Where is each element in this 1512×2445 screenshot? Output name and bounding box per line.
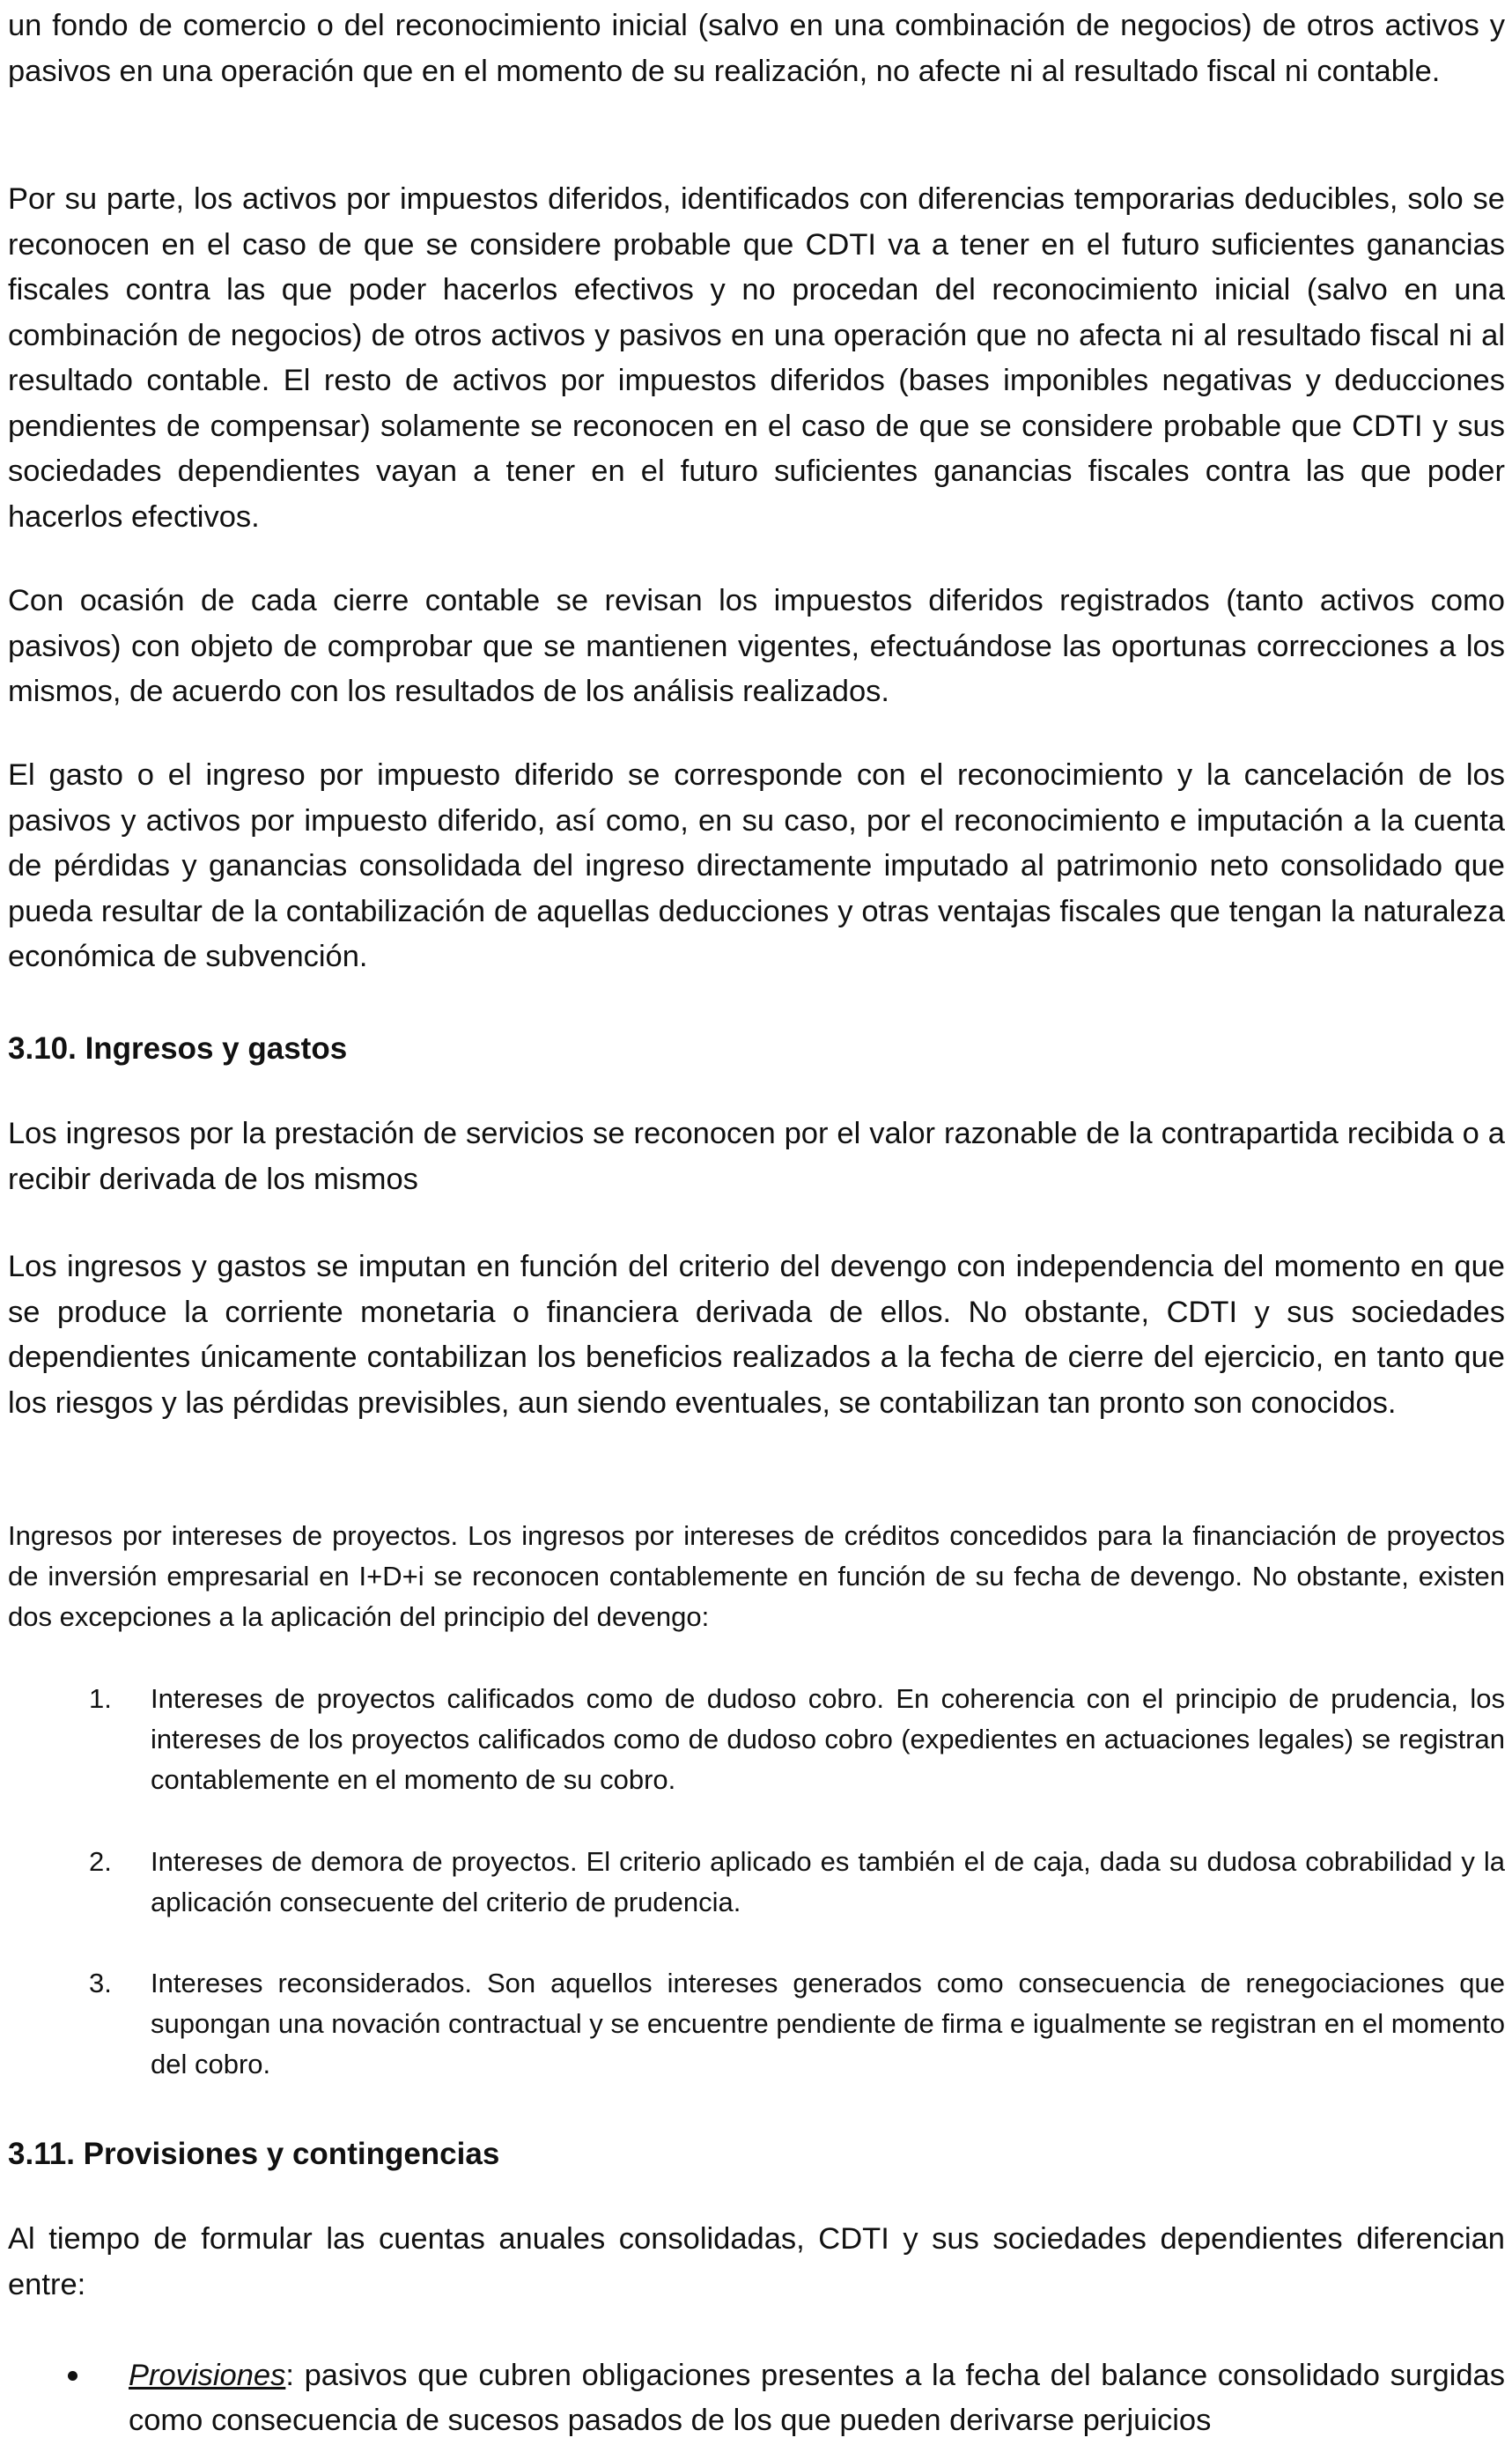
bullet-text — [129, 2353, 1505, 2443]
paragraph-deferred-liabilities-end: un fondo de comercio o del reconocimiento inicial (salvo en una combinación de negocios) de otros activos y pasivos en una operación que en el momento de su realización, no afecte ni al resultado fiscal ni contable. — [8, 9, 1505, 88]
list-number: 1. — [89, 1683, 112, 1714]
list-text: Intereses de demora de proyectos. El criterio aplicado es también el de caja, dada su dudosa cobrabilidad y la aplicación consecuente del criterio de prudencia. — [151, 1846, 1505, 1917]
paragraph-closing-review: Con ocasión de cada cierre contable se revisan los impuestos diferidos registrados (tanto activos como pasivos) con objeto de comprobar que se mantienen vigentes, efectuándose las oportunas correcciones a los mismos, de acuerdo con los resultados de los análisis realizados. — [8, 584, 1505, 708]
list-text: Intereses reconsiderados. Son aquellos intereses generados como consecuencia de renegociaciones que supongan una novación contractual y se encuentre pendiente de firma e igualmente se registran en el momento del cobro. — [151, 1968, 1505, 2079]
paragraph-provisions-intro: Al tiempo de formular las cuentas anuales consolidadas, CDTI y sus sociedades dependientes diferencian entre: — [8, 2222, 1505, 2301]
paragraph-deferred-assets: Por su parte, los activos por impuestos diferidos, identificados con diferencias temporarias deducibles, solo se reconocen en el caso de que se considere probable que CDTI va a tener en el futuro suficientes ganancias fiscales contra las que poder hacerlos efectivos y no procedan del reconocimiento inicial (salvo en una combinación de negocios) de otros activos y pasivos en una operación que no afecta ni al resultado fiscal ni al resultado contable. El resto de activos por impuestos diferidos (bases imponibles negativas y deducciones pendientes de compensar) solamente se reconocen en el caso de que se considere probable que CDTI y sus sociedades dependientes vayan a tener en el futuro suficientes ganancias fiscales contra las que poder hacerlos efectivos. — [8, 182, 1505, 534]
bullet-term: Provisiones — [129, 2359, 286, 2392]
paragraph-service-revenue: Los ingresos por la prestación de servicios se reconocen por el valor razonable de la contrapartida recibida o a recibir derivada de los mismos — [8, 1117, 1505, 1196]
heading-ingresos-y-gastos: 3.10. Ingresos y gastos — [8, 1031, 348, 1066]
list-text: Intereses de proyectos calificados como de dudoso cobro. En coherencia con el principio de prudencia, los intereses de los proyectos calificados como de dudoso cobro (expedientes en actuaciones legales) se registran contablemente en el momento de su cobro. — [151, 1683, 1505, 1795]
paragraph-project-interest: Ingresos por intereses de proyectos. Los ingresos por intereses de créditos concedidos para la financiación de proyectos de inversión empresarial en I+D+i se reconocen contablemente en función de su fecha de devengo. No obstante, existen dos excepciones a la aplicación del principio del devengo: — [8, 1520, 1505, 1632]
list-number: 2. — [89, 1846, 112, 1877]
document-page — [8, 0, 1505, 2445]
paragraph-accrual: Los ingresos y gastos se imputan en función del criterio del devengo con independencia del momento en que se produce la corriente monetaria o financiera derivada de ellos. No obstante, CDTI y sus sociedades dependientes únicamente contabilizan los beneficios realizados a la fecha de cierre del ejercicio, en tanto que los riesgos y las pérdidas previsibles, aun siendo eventuales, se contabilizan tan pronto son conocidos. — [8, 1250, 1505, 1420]
bullet-definition: : pasivos que cubren obligaciones presentes a la fecha del balance consolidado surgidas como consecuencia de sucesos pasados de los que pueden derivarse perjuicios — [129, 2359, 1505, 2437]
paragraph-deferred-expense: El gasto o el ingreso por impuesto diferido se corresponde con el reconocimiento y la cancelación de los pasivos y activos por impuesto diferido, así como, en su caso, por el reconocimiento e imputación a la cuenta de pérdidas y ganancias consolidada del ingreso directamente imputado al patrimonio neto consolidado que pueda resultar de la contabilización de aquellas deducciones y otras ventajas fiscales que tengan la naturaleza económica de subvención. — [8, 758, 1505, 973]
heading-provisiones-y-contingencias: 3.11. Provisiones y contingencias — [8, 2137, 500, 2171]
bullet-icon — [68, 2371, 77, 2381]
list-number: 3. — [89, 1968, 112, 1998]
